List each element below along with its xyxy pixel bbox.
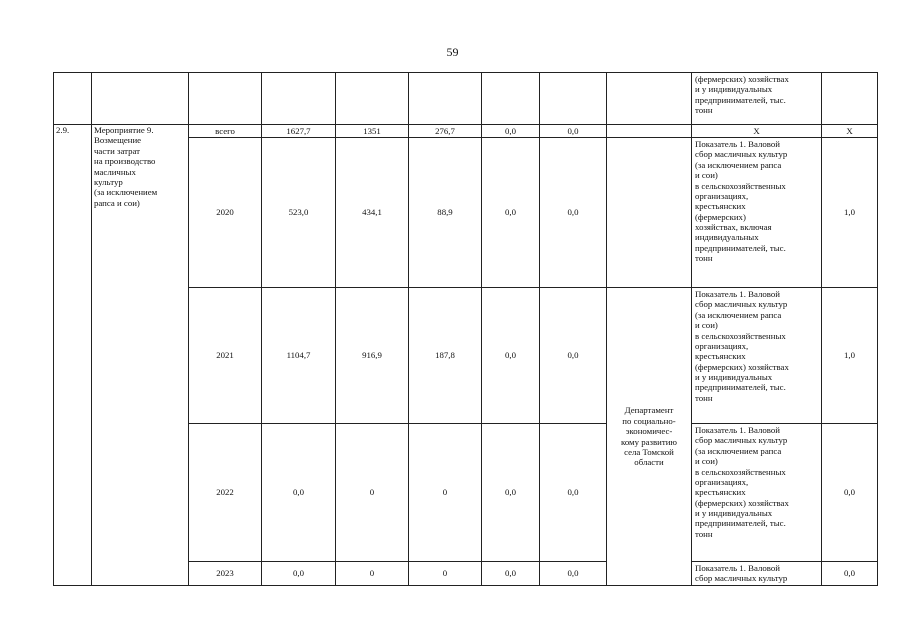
- total-target: Х: [822, 125, 878, 138]
- year-value: 0,0: [540, 288, 607, 424]
- total-value: 276,7: [409, 125, 482, 138]
- year-value: 0,0: [540, 424, 607, 562]
- year-value: 0: [336, 424, 409, 562]
- year-value: 187,8: [409, 288, 482, 424]
- year-value: 0,0: [482, 424, 540, 562]
- target-value: 1,0: [822, 138, 878, 288]
- indicator-text: Показатель 1. Валовой сбор масличных культур (за исключением рапса и сои) в сельскохозяйственных организациях, крестьянских (фермерских) хозяйствах и у индивидуальных предпринимателей, тыс. тонн: [692, 288, 822, 424]
- year-value: 0,0: [262, 424, 336, 562]
- year-value: 0: [409, 424, 482, 562]
- year-value: 434,1: [336, 138, 409, 288]
- year-label: 2023: [189, 562, 262, 586]
- total-row: [54, 125, 878, 138]
- target-value: 0,0: [822, 424, 878, 562]
- page-number: 59: [446, 45, 459, 59]
- year-value: 0,0: [482, 138, 540, 288]
- total-label: всего: [189, 125, 262, 138]
- indicator-text: Показатель 1. Валовой сбор масличных культур (за исключением рапса и сои) в сельскохозяйственных организациях, крестьянских (фермерских) хозяйствах, включая индивидуальных предпринимателей, тыс. тонн: [692, 138, 822, 288]
- year-label: 2021: [189, 288, 262, 424]
- year-label: 2022: [189, 424, 262, 562]
- total-value: 0,0: [482, 125, 540, 138]
- year-value: 88,9: [409, 138, 482, 288]
- year-value: 523,0: [262, 138, 336, 288]
- indicator-text: Показатель 1. Валовой сбор масличных культур: [692, 562, 822, 586]
- year-label: 2020: [189, 138, 262, 288]
- year-value: 0,0: [262, 562, 336, 586]
- program-table: [53, 72, 878, 586]
- year-value: 0: [409, 562, 482, 586]
- target-value: 1,0: [822, 288, 878, 424]
- row-number: 2.9.: [54, 125, 92, 586]
- year-value: 1104,7: [262, 288, 336, 424]
- year-value: 0,0: [482, 288, 540, 424]
- executor: Департамент по социально- экономичес- кому развитию села Томской области: [607, 288, 692, 586]
- year-value: 0,0: [540, 138, 607, 288]
- indicator-text: Показатель 1. Валовой сбор масличных культур (за исключением рапса и сои) в сельскохозяйственных организациях, крестьянских (фермерских) хозяйствах и у индивидуальных предпринимателей, тыс. тонн: [692, 424, 822, 562]
- target-value: 0,0: [822, 562, 878, 586]
- total-indicator: Х: [692, 125, 822, 138]
- event-name: Мероприятие 9. Возмещение части затрат на производство масличных культур (за исключением рапса и сои): [92, 125, 189, 586]
- year-value: 0,0: [482, 562, 540, 586]
- total-value: 1627,7: [262, 125, 336, 138]
- total-value: 1351: [336, 125, 409, 138]
- continuation-row: [54, 73, 878, 125]
- total-value: 0,0: [540, 125, 607, 138]
- year-value: 0: [336, 562, 409, 586]
- continuation-indicator: (фермерских) хозяйствах и у индивидуальных предпринимателей, тыс. тонн: [692, 73, 822, 125]
- year-value: 0,0: [540, 562, 607, 586]
- year-value: 916,9: [336, 288, 409, 424]
